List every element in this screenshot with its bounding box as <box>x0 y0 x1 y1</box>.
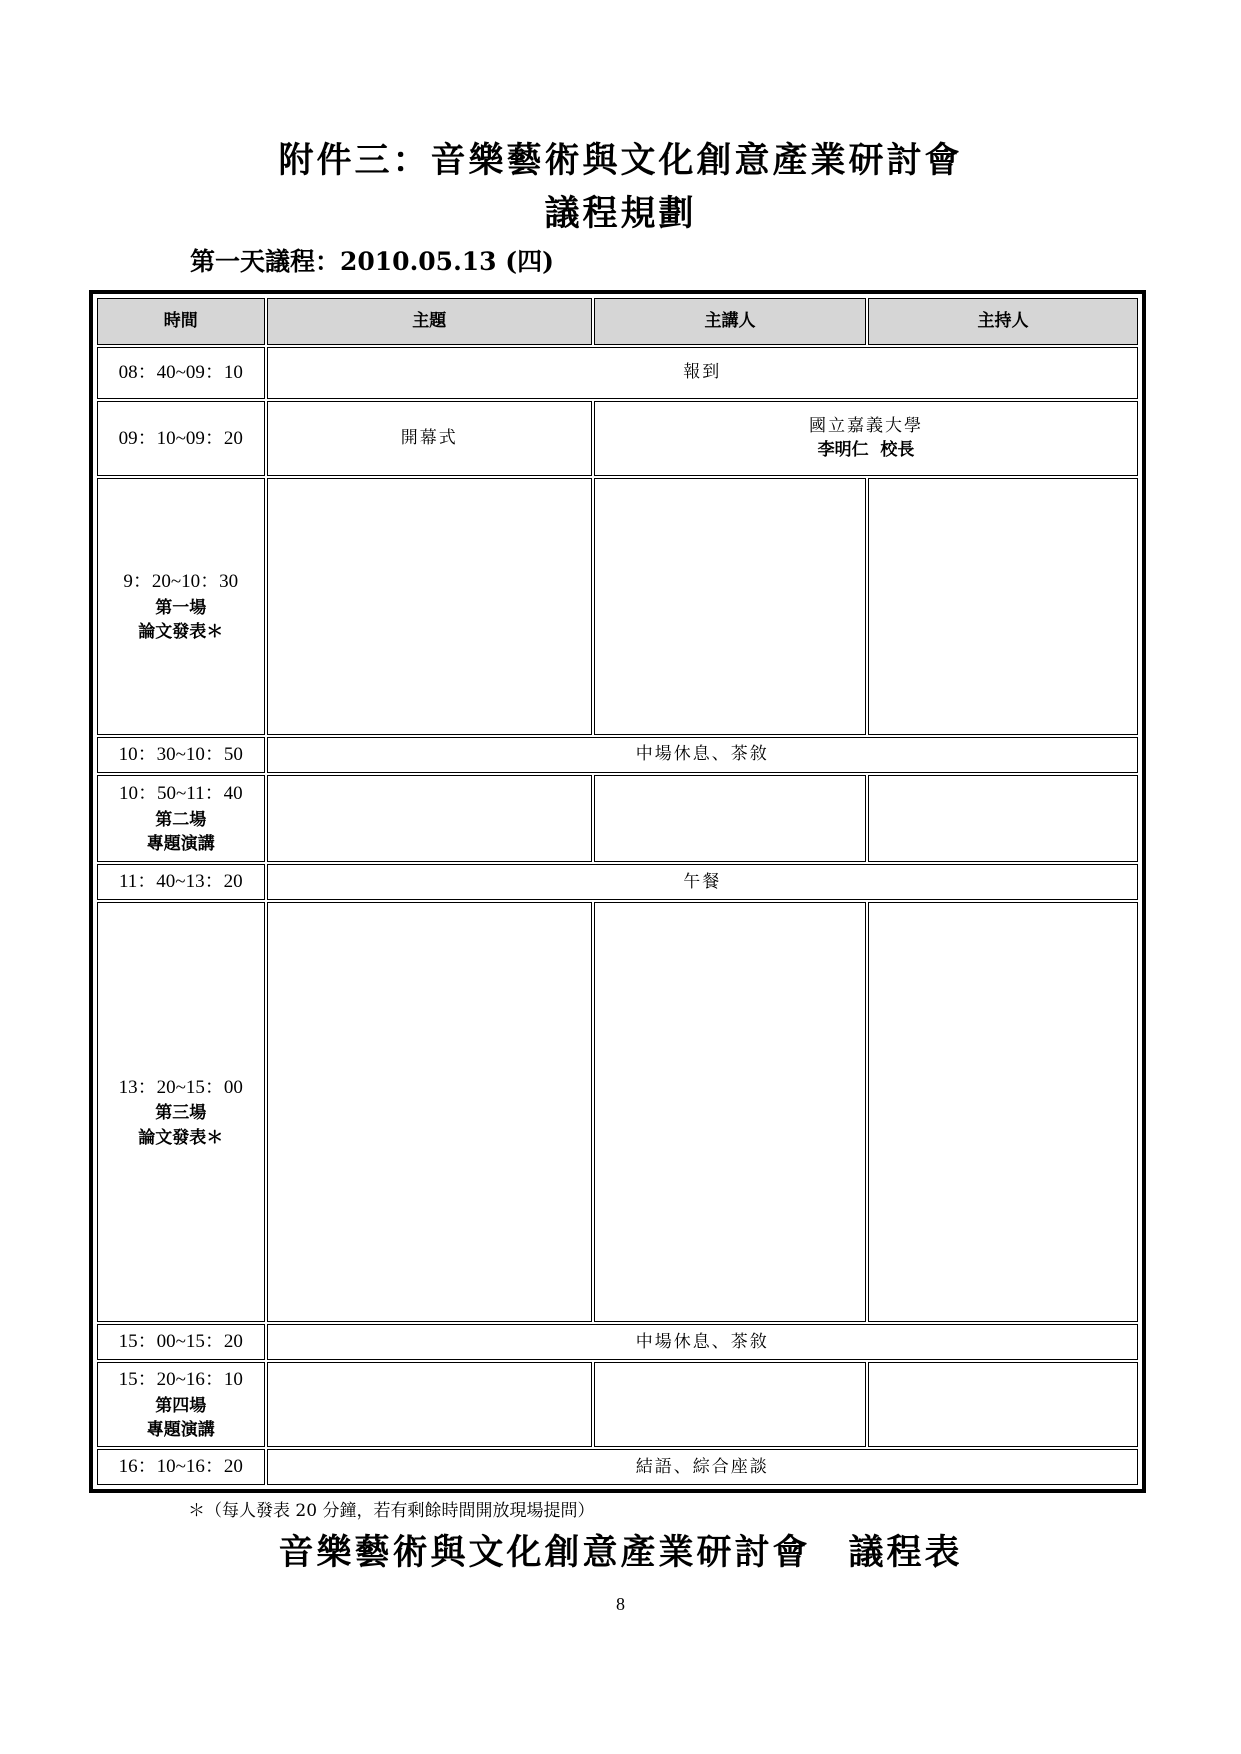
table-row <box>97 864 1138 900</box>
header-time: 時間 <box>97 298 265 345</box>
agenda-table <box>95 296 1140 1487</box>
lunch-cell: 午餐 <box>267 864 1138 900</box>
speaker-cell <box>594 401 1138 477</box>
closing-cell: 結語、綜合座談 <box>267 1449 1138 1485</box>
table-header-row <box>97 298 1138 345</box>
day-heading: 第一天議程：2010.05.13 (四) <box>190 247 554 276</box>
topic-cell <box>267 775 592 863</box>
host-cell <box>868 478 1138 735</box>
speaker-cell <box>594 775 866 863</box>
registration-cell: 報到 <box>267 347 1138 399</box>
speaker-cell <box>594 478 866 735</box>
table-row <box>97 478 1138 735</box>
header-host: 主持人 <box>868 298 1138 345</box>
table-row <box>97 737 1138 773</box>
header-speaker: 主講人 <box>594 298 866 345</box>
session-type: 專題演講 <box>146 1420 215 1441</box>
time-cell: 15：00~15：20 <box>97 1324 265 1360</box>
footnote: ＊（每人發表 20 分鐘，若有剩餘時間開放現場提問） <box>188 1501 595 1521</box>
table-row <box>97 1362 1138 1447</box>
time-cell: 08：40~09：10 <box>97 347 265 399</box>
break-cell: 中場休息、茶敘 <box>267 737 1138 773</box>
time-cell: 09：10~09：20 <box>97 401 265 477</box>
host-cell <box>868 1362 1138 1447</box>
bottom-title: 音樂藝術與文化創意產業研討會 議程表 <box>278 1532 963 1573</box>
document-title: 附件三：音樂藝術與文化創意產業研討會 <box>278 140 963 181</box>
topic-cell: 開幕式 <box>267 401 592 477</box>
session-label: 第三場 <box>155 1103 207 1124</box>
time-cell: 10：50~11：40 第二場 專題演講 <box>97 775 265 863</box>
document-subtitle: 議程規劃 <box>544 193 697 234</box>
time-cell: 11：40~13：20 <box>97 864 265 900</box>
host-cell <box>868 902 1138 1322</box>
table-row <box>97 1324 1138 1360</box>
session-type: 專題演講 <box>146 834 215 855</box>
time-cell: 9：20~10：30 第一場 論文發表＊ <box>97 478 265 735</box>
session-label: 第二場 <box>155 809 207 830</box>
speaker-org: 國立嘉義大學 <box>809 415 923 436</box>
page-number: 8 <box>616 1594 625 1614</box>
session-label: 第四場 <box>155 1395 207 1416</box>
topic-cell <box>267 478 592 735</box>
topic-cell <box>267 902 592 1322</box>
speaker-name: 李明仁 校長 <box>817 440 915 461</box>
session-type: 論文發表＊ <box>138 1127 224 1148</box>
host-cell <box>868 775 1138 863</box>
time-cell: 10：30~10：50 <box>97 737 265 773</box>
time-cell: 13：20~15：00 第三場 論文發表＊ <box>97 902 265 1322</box>
session-label: 第一場 <box>155 597 207 618</box>
table-row <box>97 775 1138 863</box>
break-cell: 中場休息、茶敘 <box>267 1324 1138 1360</box>
table-row <box>97 347 1138 399</box>
time-cell: 15：20~16：10 第四場 專題演講 <box>97 1362 265 1447</box>
topic-cell <box>267 1362 592 1447</box>
table-row <box>97 401 1138 477</box>
time-cell: 16：10~16：20 <box>97 1449 265 1485</box>
table-row <box>97 902 1138 1322</box>
session-type: 論文發表＊ <box>138 622 224 643</box>
speaker-cell <box>594 902 866 1322</box>
agenda-table-frame <box>89 290 1146 1493</box>
header-topic: 主題 <box>267 298 592 345</box>
table-row <box>97 1449 1138 1485</box>
speaker-cell <box>594 1362 866 1447</box>
